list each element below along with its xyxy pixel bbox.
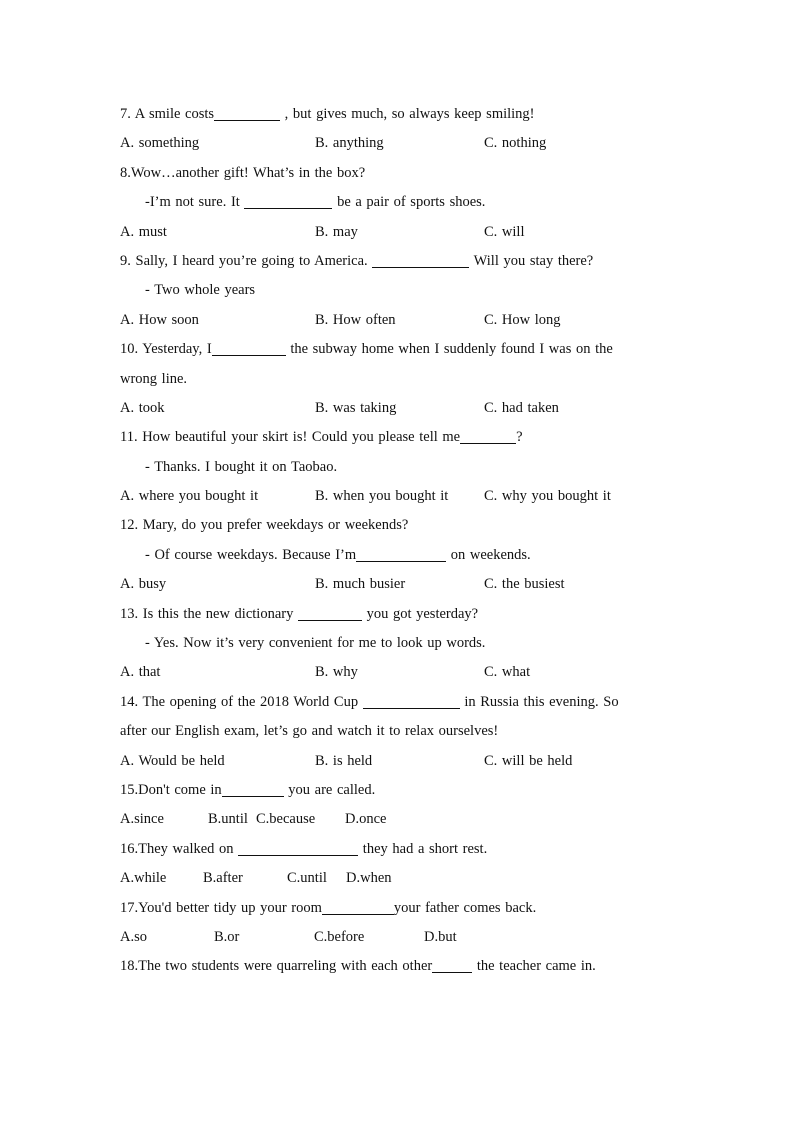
answer-blank bbox=[212, 341, 286, 357]
option-b[interactable]: B.until bbox=[208, 811, 248, 828]
option-a[interactable]: A.since bbox=[120, 811, 164, 828]
option-b[interactable]: B. is held bbox=[315, 752, 373, 769]
option-c[interactable]: C. the busiest bbox=[484, 576, 565, 593]
option-a[interactable]: A. something bbox=[120, 135, 200, 152]
question-14-options bbox=[120, 747, 676, 776]
option-b[interactable]: B.after bbox=[203, 870, 243, 887]
option-b[interactable]: B. was taking bbox=[315, 399, 397, 416]
option-b[interactable]: B. much busier bbox=[315, 576, 406, 593]
option-d[interactable]: D.once bbox=[345, 811, 387, 828]
answer-blank bbox=[322, 899, 394, 915]
option-a[interactable]: A. took bbox=[120, 399, 165, 416]
option-a[interactable]: A.so bbox=[120, 928, 147, 945]
question-18-stem: 18.The two students were quarreling with each other the teacher came in. bbox=[120, 958, 596, 975]
question-13-reply: - Yes. Now it’s very convenient for me to look up words. bbox=[145, 635, 486, 652]
answer-blank bbox=[460, 429, 516, 445]
answer-blank bbox=[222, 781, 284, 797]
option-a[interactable]: A. busy bbox=[120, 576, 167, 593]
answer-blank bbox=[356, 546, 446, 562]
question-16-options bbox=[120, 864, 676, 893]
question-11-stem: 11. How beautiful your skirt is! Could you please tell me ? bbox=[120, 429, 523, 446]
option-c[interactable]: C. will bbox=[484, 223, 525, 240]
option-c[interactable]: C.because bbox=[256, 811, 316, 828]
question-11-options bbox=[120, 482, 676, 511]
option-c[interactable]: C. why you bought it bbox=[484, 488, 611, 505]
option-c[interactable]: C. nothing bbox=[484, 135, 547, 152]
option-d[interactable]: D.when bbox=[346, 870, 392, 887]
option-c[interactable]: C. had taken bbox=[484, 399, 559, 416]
option-b[interactable]: B. How often bbox=[315, 311, 396, 328]
question-9-options bbox=[120, 306, 676, 335]
question-7-stem: 7. A smile costs , but gives much, so always keep smiling! bbox=[120, 106, 535, 122]
option-a[interactable]: A. that bbox=[120, 664, 161, 681]
option-b[interactable]: B. may bbox=[315, 223, 358, 240]
question-10-stem: 10. Yesterday, I the subway home when I suddenly found I was on the bbox=[120, 341, 613, 358]
option-a[interactable]: A. How soon bbox=[120, 311, 199, 328]
question-8-options bbox=[120, 218, 676, 247]
question-14-stem-cont: after our English exam, let’s go and watch it to relax ourselves! bbox=[120, 723, 499, 740]
question-16-stem: 16.They walked on they had a short rest. bbox=[120, 840, 488, 857]
answer-blank bbox=[298, 605, 362, 621]
question-9-stem: 9. Sally, I heard you’re going to America. Will you stay there? bbox=[120, 252, 594, 269]
answer-blank bbox=[238, 840, 358, 856]
question-11-reply: - Thanks. I bought it on Taobao. bbox=[145, 458, 338, 475]
worksheet-page bbox=[120, 100, 676, 982]
option-a[interactable]: A. Would be held bbox=[120, 752, 225, 769]
answer-blank bbox=[214, 106, 280, 122]
option-b[interactable]: B. why bbox=[315, 664, 358, 681]
option-c[interactable]: C.until bbox=[287, 870, 327, 887]
question-15-stem: 15.Don't come in you are called. bbox=[120, 781, 376, 798]
question-17-stem: 17.You'd better tidy up your room your father comes back. bbox=[120, 899, 537, 916]
answer-blank bbox=[432, 958, 472, 974]
question-7-options bbox=[120, 129, 676, 158]
option-b[interactable]: B. when you bought it bbox=[315, 488, 449, 505]
question-14-stem: 14. The opening of the 2018 World Cup in Russia this evening. So bbox=[120, 693, 619, 710]
question-10-stem-cont: wrong line. bbox=[120, 370, 188, 387]
question-13-stem: 13. Is this the new dictionary you got yesterday? bbox=[120, 605, 479, 622]
question-12-options bbox=[120, 570, 676, 599]
option-c[interactable]: C. How long bbox=[484, 311, 561, 328]
answer-blank bbox=[363, 693, 460, 709]
option-c[interactable]: C. what bbox=[484, 664, 531, 681]
option-c[interactable]: C.before bbox=[314, 928, 365, 945]
option-a[interactable]: A.while bbox=[120, 870, 167, 887]
question-8-reply: -I’m not sure. It be a pair of sports shoes. bbox=[145, 194, 486, 211]
question-17-options bbox=[120, 923, 676, 952]
option-c[interactable]: C. will be held bbox=[484, 752, 573, 769]
question-8-stem: 8.Wow…another gift! What’s in the box? bbox=[120, 164, 366, 181]
question-10-options bbox=[120, 394, 676, 423]
option-b[interactable]: B.or bbox=[214, 928, 240, 945]
question-12-reply: - Of course weekdays. Because I’m on weekends. bbox=[145, 546, 531, 563]
option-a[interactable]: A. where you bought it bbox=[120, 488, 259, 505]
option-d[interactable]: D.but bbox=[424, 928, 457, 945]
answer-blank bbox=[244, 194, 332, 210]
question-15-options bbox=[120, 805, 676, 834]
question-13-options bbox=[120, 658, 676, 687]
option-b[interactable]: B. anything bbox=[315, 135, 384, 152]
question-12-stem: 12. Mary, do you prefer weekdays or weekends? bbox=[120, 517, 409, 534]
option-a[interactable]: A. must bbox=[120, 223, 167, 240]
answer-blank bbox=[372, 252, 469, 268]
question-9-reply: - Two whole years bbox=[145, 282, 256, 299]
